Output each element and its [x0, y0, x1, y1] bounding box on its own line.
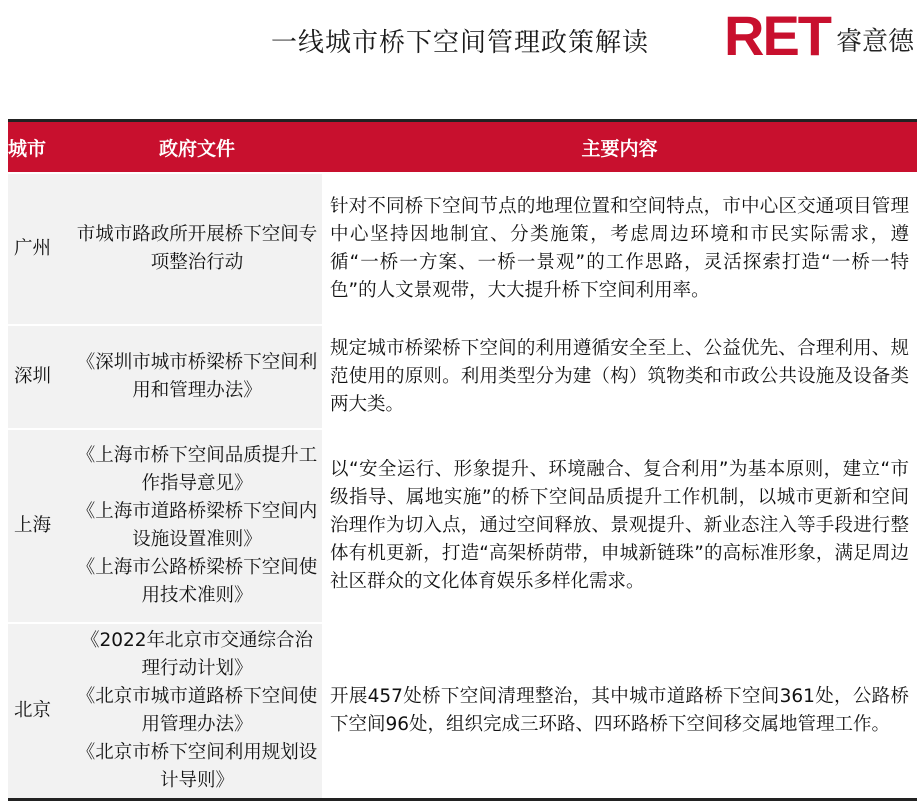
- row-city: 上海: [8, 429, 72, 623]
- doc-title: 《上海市公路桥梁桥下空间使用技术准则》: [76, 557, 318, 606]
- table-row: [8, 325, 917, 429]
- row-content: 针对不同桥下空间节点的地理位置和空间特点，市中心区交通项目管理中心坚持因地制宜、分类施策，考虑周边环境和市民实际需求，遵循“一桥一方案、一桥一景观”的工作思路，灵活探索打造“一桥一特色”的人文景观带，大大提升桥下空间利用率。: [322, 173, 917, 325]
- row-city: 深圳: [8, 325, 72, 429]
- logo-ret-text: RET: [724, 4, 830, 67]
- doc-title: 《2022年北京市交通综合治理行动计划》: [80, 630, 314, 679]
- doc-title: 《北京市城市道路桥下空间使用管理办法》: [76, 686, 318, 735]
- row-content: 以“安全运行、形象提升、环境融合、复合利用”为基本原则，建立“市级指导、属地实施”的桥下空间品质提升工作机制，以城市更新和空间治理作为切入点，通过空间释放、景观提升、新业态注入等手段进行整体有机更新，打造“高架桥荫带，申城新链珠”的高标准形象，满足周边社区群众的文化体育娱乐多样化需求。: [322, 429, 917, 623]
- doc-title: 《深圳市城市桥梁桥下空间利用和管理办法》: [76, 352, 318, 401]
- row-docs: [72, 429, 322, 623]
- row-content: 开展457处桥下空间清理整治，其中城市道路桥下空间361处，公路桥下空间96处，组织完成三环路、四环路桥下空间移交属地管理工作。: [322, 623, 917, 800]
- row-city: 北京: [8, 623, 72, 800]
- row-docs: [72, 325, 322, 429]
- table-row: [8, 623, 917, 800]
- header-content: 主要内容: [322, 121, 917, 174]
- page-title: 一线城市桥下空间管理政策解读: [270, 28, 649, 58]
- policy-table: [8, 119, 917, 801]
- row-docs: [72, 623, 322, 800]
- doc-title: 《上海市道路桥梁桥下空间内设施设置准则》: [76, 501, 318, 550]
- doc-title: 《上海市桥下空间品质提升工作指导意见》: [76, 445, 318, 494]
- header-docs: 政府文件: [72, 121, 322, 174]
- ret-logo: [724, 4, 915, 67]
- doc-title: 《北京市桥下空间利用规划设计导则》: [76, 742, 318, 791]
- table-header-row: [8, 121, 917, 174]
- row-content: 规定城市桥梁桥下空间的利用遵循安全至上、公益优先、合理利用、规范使用的原则。利用类型分为建（构）筑物类和市政公共设施及设备类两大类。: [322, 325, 917, 429]
- table-row: [8, 173, 917, 325]
- row-city: 广州: [8, 173, 72, 325]
- row-docs: [72, 173, 322, 325]
- doc-title: 市城市路政所开展桥下空间专项整治行动: [76, 224, 318, 273]
- header-city: 城市: [8, 121, 72, 174]
- logo-chinese-text: 睿意德: [836, 27, 915, 57]
- table-row: [8, 429, 917, 623]
